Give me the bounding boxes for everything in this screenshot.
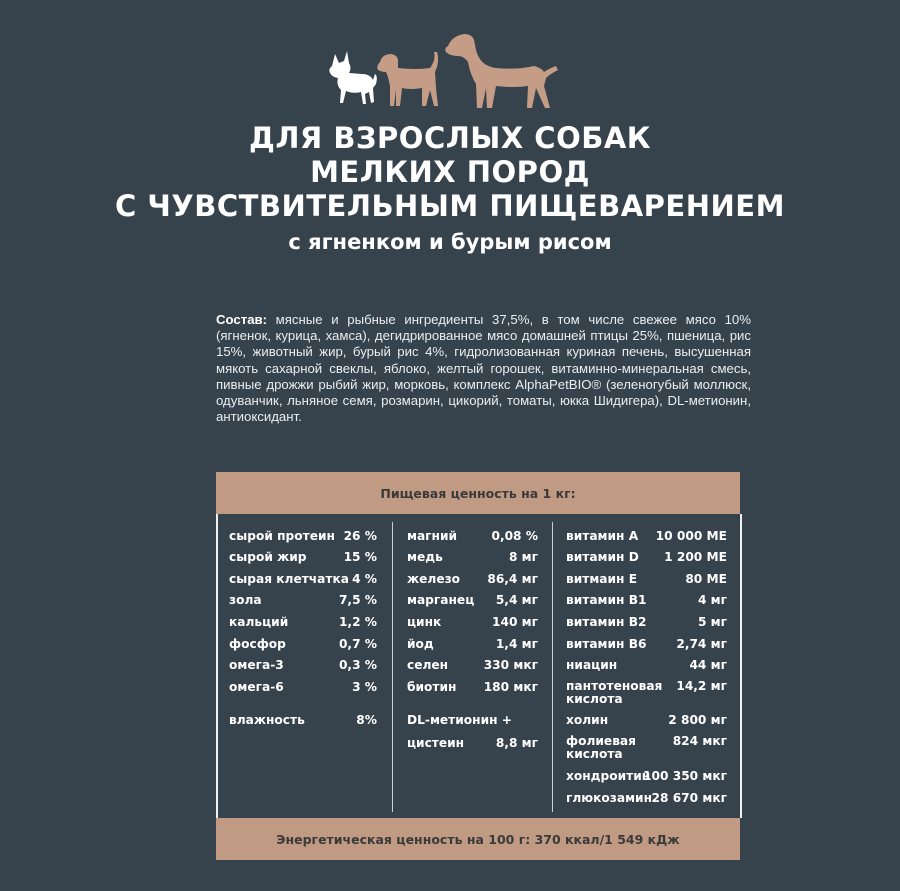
composition-text bbox=[216, 312, 751, 425]
nutrient-value: 1,2 % bbox=[338, 615, 377, 629]
nutrient-name: витамин А bbox=[566, 529, 639, 543]
nutrient-value: 26 % bbox=[343, 529, 377, 543]
nutrient-name: фолиевая кислота bbox=[566, 734, 636, 761]
nutrition-row bbox=[566, 680, 727, 706]
nutrient-value: 0,7 % bbox=[338, 637, 377, 651]
nutrient-name: селен bbox=[407, 658, 449, 672]
nutrient-value: 4 % bbox=[352, 572, 377, 586]
nutrition-row bbox=[229, 681, 377, 707]
title-line-1: ДЛЯ ВЗРОСЛЫХ СОБАК bbox=[248, 121, 651, 155]
nutrient-name: сырая клетчатка bbox=[229, 572, 349, 586]
nutrient-name: пантотеновая кислота bbox=[566, 679, 663, 706]
nutrient-value: 0,3 % bbox=[338, 658, 377, 672]
nutrient-value: 15 % bbox=[343, 550, 377, 564]
nutrient-value: 7,5 % bbox=[338, 593, 377, 607]
composition-body: мясные и рыбные ингредиенты 37,5%, в том числе свежее мясо 10% (ягненок, курица, хамса), дегидрированное мясо домашней птицы 25%, пшеница, рис 15%, животный жир, бурый рис 4%, гидролизованная куриная печень, высушенная мякоть сахарной свеклы, яблоко, желтый горошек, витаминно-минеральная смесь, пивные дрожжи рыбий жир, морковь, комплекс AlphaPetBIO® (зеленогубый моллюск, одуванчик, льняное семя, розмарин, цикорий, томаты, юкка Шидигера), DL-метионин, антиоксидант. bbox=[216, 312, 751, 425]
nutrition-header: Пищевая ценность на 1 кг: bbox=[216, 472, 740, 514]
column-divider-1 bbox=[392, 522, 393, 812]
nutrient-name: медь bbox=[407, 550, 443, 564]
nutrient-value: 44 мг bbox=[689, 658, 727, 672]
nutrient-value: 1,4 мг bbox=[495, 637, 538, 651]
nutrition-row bbox=[407, 737, 538, 763]
nutrition-row bbox=[229, 714, 377, 740]
nutrient-value: 86,4 мг bbox=[487, 572, 538, 586]
nutrient-value: 8% bbox=[356, 713, 377, 727]
nutrient-name: глюкозамин bbox=[566, 791, 653, 805]
nutrition-row bbox=[566, 792, 727, 818]
nutrient-value: 824 мкг bbox=[672, 734, 727, 748]
nutrient-name: витамин В6 bbox=[566, 637, 647, 651]
nutrient-value: 8,8 мг bbox=[495, 736, 538, 750]
nutrient-name: йод bbox=[407, 637, 434, 651]
nutrient-value: 100 350 мкг bbox=[643, 769, 727, 783]
nutrient-value: 330 мкг bbox=[483, 658, 538, 672]
column-divider-2 bbox=[552, 522, 553, 812]
dogs-illustration bbox=[318, 28, 568, 114]
nutrient-name: витамин D bbox=[566, 550, 639, 564]
energy-value: Энергетическая ценность на 100 г: 370 ккал/1 549 кДж bbox=[216, 818, 740, 860]
nutrient-value: 140 мг bbox=[491, 615, 538, 629]
nutrient-name: омега-6 bbox=[229, 680, 284, 694]
large-dog-icon bbox=[445, 34, 558, 108]
title-line-3: С ЧУВСТВИТЕЛЬНЫМ ПИЩЕВАРЕНИЕМ bbox=[115, 189, 785, 223]
nutrient-name: сырой протеин bbox=[229, 529, 335, 543]
nutrient-name: DL-метионин + bbox=[407, 713, 512, 727]
nutrient-name: хондроитин bbox=[566, 769, 651, 783]
nutrient-name: марганец bbox=[407, 593, 475, 607]
nutrient-value: 8 мг bbox=[508, 550, 538, 564]
nutrient-name: витамин В1 bbox=[566, 593, 647, 607]
nutrient-name: кальций bbox=[229, 615, 289, 629]
nutrient-name: влажность bbox=[229, 713, 305, 727]
title-line-2: МЕЛКИХ ПОРОД bbox=[310, 155, 590, 189]
medium-dog-icon bbox=[377, 52, 438, 106]
title bbox=[0, 121, 900, 223]
nutrient-value: 28 670 мкг bbox=[651, 791, 727, 805]
nutrient-name: цинк bbox=[407, 615, 442, 629]
nutrient-name: железо bbox=[407, 572, 461, 586]
subtitle: с ягненком и бурым рисом bbox=[288, 230, 612, 254]
nutrient-name: зола bbox=[229, 593, 262, 607]
composition-label: Состав: bbox=[216, 312, 268, 327]
nutrient-value: 4 мг bbox=[697, 593, 727, 607]
nutrient-name: холин bbox=[566, 713, 609, 727]
nutrient-name: сырой жир bbox=[229, 550, 307, 564]
nutrient-name: магний bbox=[407, 529, 458, 543]
nutrient-value: 0,08 % bbox=[491, 529, 538, 543]
nutrient-value: 1 200 МЕ bbox=[664, 550, 727, 564]
nutrient-value: 3 % bbox=[352, 680, 377, 694]
nutrient-value: 2 800 мг bbox=[668, 713, 727, 727]
nutrient-value: 180 мкг bbox=[483, 680, 538, 694]
nutrient-value: 2,74 мг bbox=[676, 637, 727, 651]
nutrient-value: 14,2 мг bbox=[676, 679, 727, 693]
nutrition-row bbox=[407, 681, 538, 707]
nutrient-value: 10 000 МЕ bbox=[655, 529, 727, 543]
nutrition-row bbox=[566, 735, 727, 761]
nutrient-name: ниацин bbox=[566, 658, 618, 672]
nutrient-name: омега-3 bbox=[229, 658, 284, 672]
nutrient-name: витамин В2 bbox=[566, 615, 647, 629]
nutrient-name: цистеин bbox=[407, 736, 465, 750]
nutrient-value: 80 МЕ bbox=[685, 572, 727, 586]
nutrient-value: 5,4 мг bbox=[495, 593, 538, 607]
nutrient-name: биотин bbox=[407, 680, 457, 694]
nutrient-name: витмаин Е bbox=[566, 572, 638, 586]
small-dog-icon bbox=[329, 51, 376, 104]
nutrient-name: фосфор bbox=[229, 637, 286, 651]
nutrient-value: 5 мг bbox=[697, 615, 727, 629]
